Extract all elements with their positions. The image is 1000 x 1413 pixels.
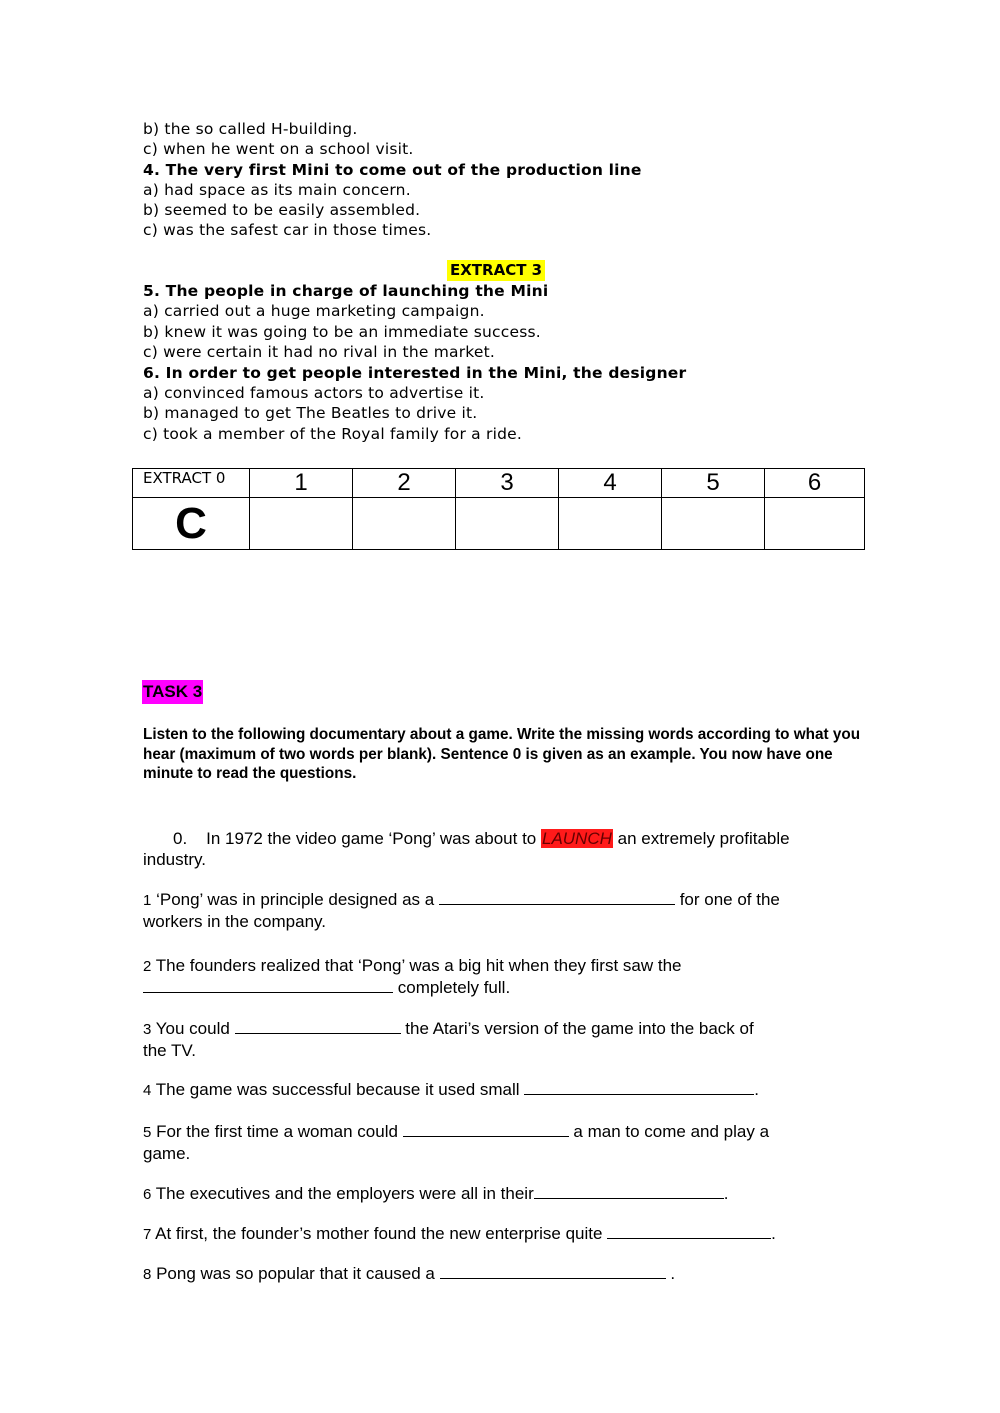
task3-instructions: Listen to the following documentary about a game. Write the missing words according to what you hear (maximum of two words per blank). Sentence 0 is given as an example. You now have one minute to read the questions. bbox=[143, 726, 861, 782]
answer-cell[interactable] bbox=[353, 498, 456, 550]
option-line: a) had space as its main concern. bbox=[143, 180, 411, 199]
example-line2: industry. bbox=[143, 850, 206, 869]
sentence-text: ‘Pong’ was in principle designed as a bbox=[156, 890, 435, 909]
header-cell: 4 bbox=[559, 469, 662, 498]
answer-blank[interactable] bbox=[143, 978, 393, 993]
questions-extract3 bbox=[143, 281, 863, 444]
header-cell: 2 bbox=[353, 469, 456, 498]
extract3-heading: EXTRACT 3 bbox=[447, 260, 545, 281]
sentence-3 bbox=[143, 1018, 873, 1061]
sentence-5 bbox=[143, 1121, 873, 1164]
answer-blank[interactable] bbox=[439, 890, 675, 905]
header-cell: 5 bbox=[662, 469, 765, 498]
answer-blank[interactable] bbox=[524, 1080, 754, 1095]
sentence-text: for one of the bbox=[679, 890, 780, 909]
sentence-number: 3 bbox=[143, 1021, 152, 1038]
sentence-6 bbox=[143, 1183, 873, 1205]
sentence-text: The game was successful because it used small bbox=[155, 1080, 520, 1099]
sentence-number: 1 bbox=[143, 892, 152, 909]
header-cell: 6 bbox=[765, 469, 865, 498]
option-line: b) seemed to be easily assembled. bbox=[143, 201, 421, 220]
questions-extract2 bbox=[143, 119, 863, 241]
sentence-number: 7 bbox=[143, 1226, 152, 1243]
example-sentence bbox=[143, 828, 873, 870]
answer-blank[interactable] bbox=[534, 1184, 724, 1199]
example-answer: LAUNCH bbox=[541, 829, 612, 848]
option-line: c) were certain it had no rival in the market. bbox=[143, 343, 496, 362]
answer-cell: C bbox=[133, 498, 250, 550]
sentence-8 bbox=[143, 1263, 873, 1285]
answer-table-header bbox=[133, 469, 865, 498]
sentence-text: . bbox=[670, 1264, 676, 1283]
answer-table-answers bbox=[133, 498, 865, 550]
answer-blank[interactable] bbox=[403, 1122, 569, 1137]
sentence-text: completely full. bbox=[397, 978, 511, 997]
sentence-1 bbox=[143, 889, 873, 932]
answer-blank[interactable] bbox=[235, 1019, 401, 1034]
sentence-text: the Atari’s version of the game into the back of bbox=[405, 1019, 754, 1038]
answer-blank[interactable] bbox=[607, 1224, 771, 1239]
question-line: 5. The people in charge of launching the Mini bbox=[143, 282, 549, 300]
sentence-number: 5 bbox=[143, 1124, 152, 1141]
sentence-number: 4 bbox=[143, 1082, 152, 1099]
answer-cell[interactable] bbox=[765, 498, 865, 550]
sentence-text: The executives and the employers were all in their bbox=[155, 1184, 534, 1203]
option-line: b) the so called H-building. bbox=[143, 120, 358, 138]
answer-cell[interactable] bbox=[559, 498, 662, 550]
sentence-number: 6 bbox=[143, 1186, 152, 1203]
sentence-text: a man to come and play a bbox=[573, 1122, 770, 1141]
option-line: a) convinced famous actors to advertise it. bbox=[143, 384, 485, 403]
sentence-text: . bbox=[723, 1184, 729, 1203]
option-line: c) was the safest car in those times. bbox=[143, 221, 432, 240]
header-cell: EXTRACT 0 bbox=[133, 469, 250, 498]
question-line: 4. The very first Mini to come out of the production line bbox=[143, 160, 642, 179]
sentence-2 bbox=[143, 955, 873, 998]
question-line: 6. In order to get people interested in the Mini, the designer bbox=[143, 363, 687, 382]
sentence-text: You could bbox=[155, 1019, 230, 1038]
sentence-line2: workers in the company. bbox=[143, 912, 326, 931]
header-cell: 3 bbox=[456, 469, 559, 498]
sentence-number: 2 bbox=[143, 958, 152, 975]
sentence-text: The founders realized that ‘Pong’ was a big hit when they first saw the bbox=[155, 956, 682, 975]
option-line: c) took a member of the Royal family for a ride. bbox=[143, 424, 522, 443]
example-number: 0. bbox=[173, 829, 188, 848]
answer-cell[interactable] bbox=[250, 498, 353, 550]
sentence-line2: game. bbox=[143, 1144, 191, 1163]
option-line: a) carried out a huge marketing campaign. bbox=[143, 302, 485, 321]
sentence-4 bbox=[143, 1079, 873, 1101]
sentence-7 bbox=[143, 1223, 873, 1245]
example-text-after: an extremely profitable bbox=[617, 829, 790, 848]
option-line: b) knew it was going to be an immediate success. bbox=[143, 322, 541, 341]
answer-cell[interactable] bbox=[456, 498, 559, 550]
answer-blank[interactable] bbox=[440, 1264, 666, 1279]
sentence-line2: the TV. bbox=[143, 1041, 196, 1060]
task3-heading: TASK 3 bbox=[142, 680, 203, 704]
sentence-text: . bbox=[771, 1224, 776, 1243]
sentence-text: . bbox=[754, 1080, 760, 1099]
option-line: b) managed to get The Beatles to drive it. bbox=[143, 404, 478, 423]
answer-table bbox=[132, 468, 865, 550]
sentence-number: 8 bbox=[143, 1266, 152, 1283]
example-text-before: In 1972 the video game ‘Pong’ was about to bbox=[206, 829, 537, 848]
option-line: c) when he went on a school visit. bbox=[143, 140, 414, 159]
sentence-text: Pong was so popular that it caused a bbox=[156, 1264, 435, 1283]
answer-cell[interactable] bbox=[662, 498, 765, 550]
sentence-text: At first, the founder’s mother found the new enterprise quite bbox=[155, 1224, 603, 1243]
header-cell: 1 bbox=[250, 469, 353, 498]
sentence-text: For the first time a woman could bbox=[156, 1122, 398, 1141]
